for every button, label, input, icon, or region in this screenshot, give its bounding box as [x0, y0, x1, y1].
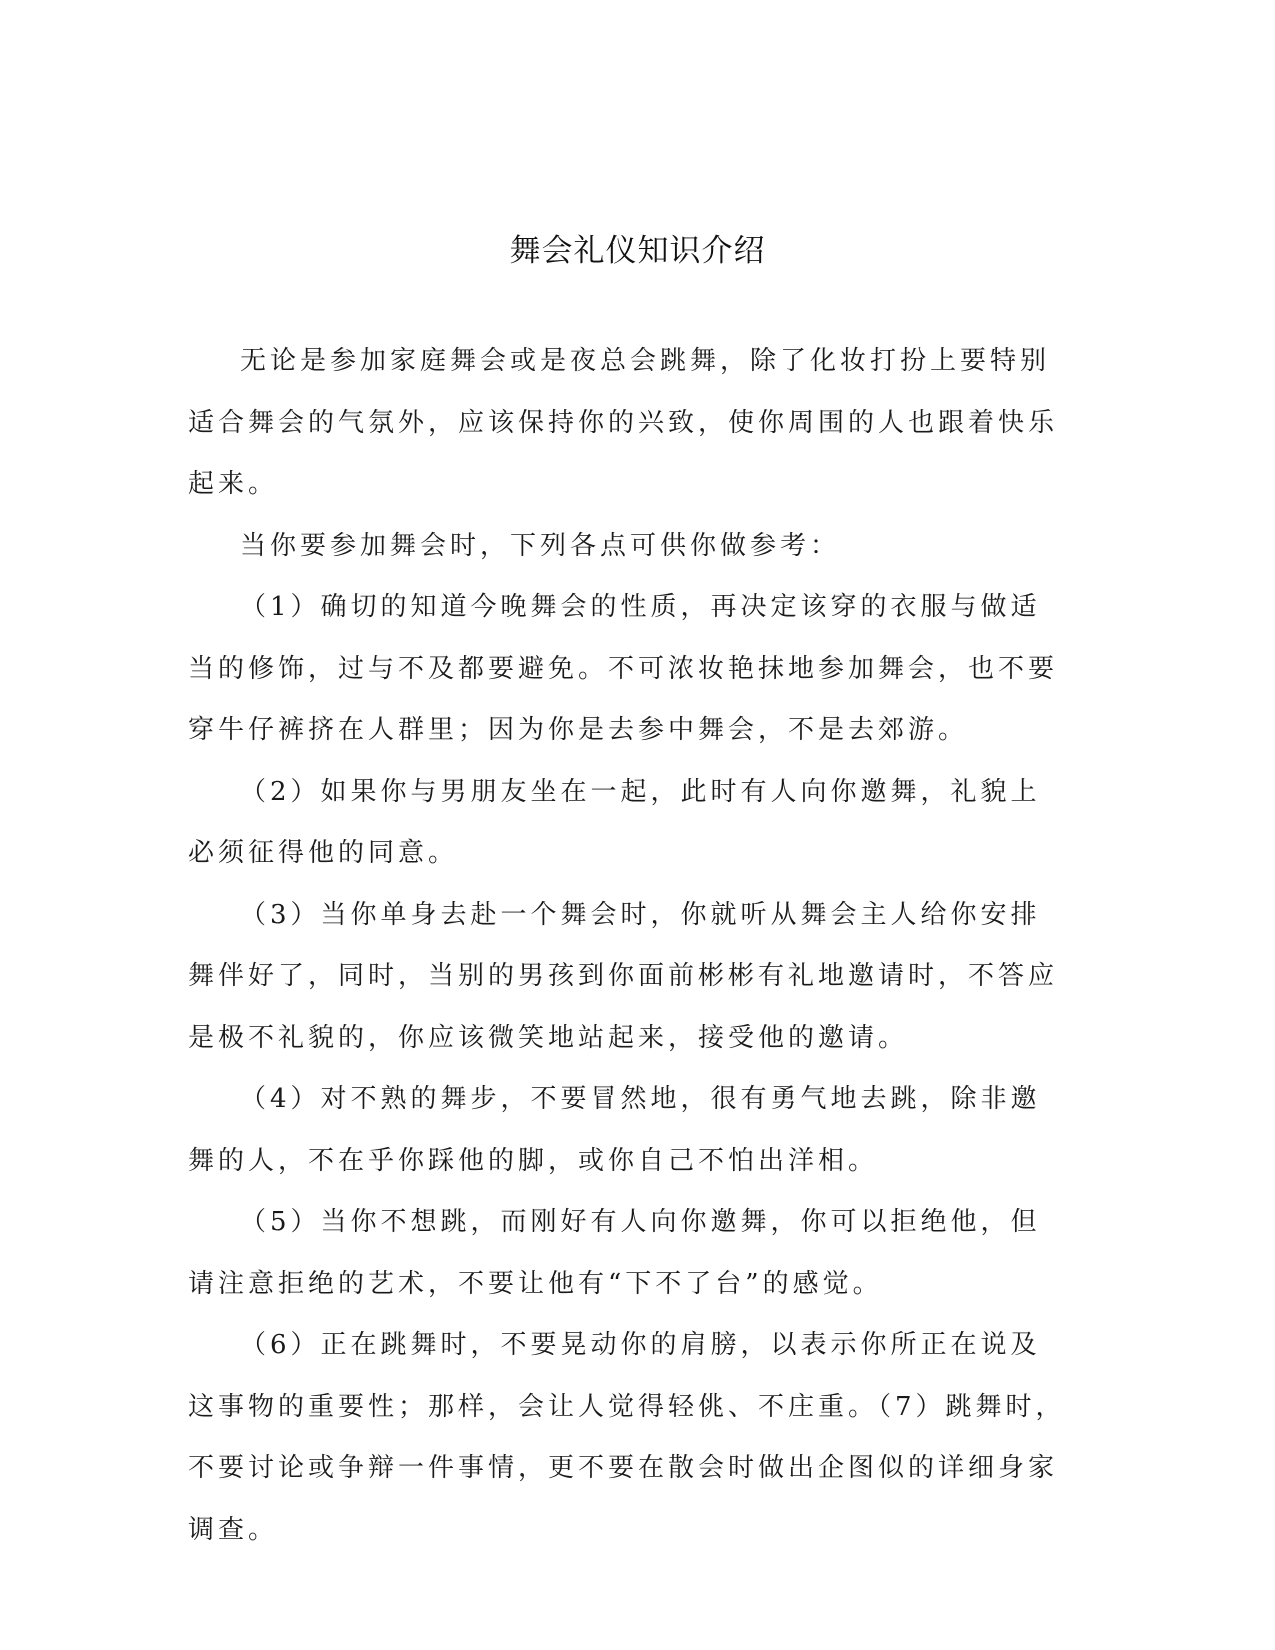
document-body [188, 331, 1068, 1561]
list-item-5: （5）当你不想跳，而刚好有人向你邀舞，你可以拒绝他，但请注意拒绝的艺术，不要让他有“下不了台”的感觉。 [188, 1207, 1041, 1299]
paragraph-lead-in: 当你要参加舞会时，下列各点可供你做参考： [240, 530, 841, 561]
list-item-6-7: （6）正在跳舞时，不要晃动你的肩膀，以表示你所正在说及这事物的重要性；那样，会让人觉得轻佻、不庄重。（7）跳舞时，不要讨论或争辩一件事情，更不要在散会时做出企图似的详细身家调查。 [188, 1330, 1066, 1545]
list-item-1: （1）确切的知道今晚舞会的性质，再决定该穿的衣服与做适当的修饰，过与不及都要避免。不可浓妆艳抹地参加舞会，也不要穿牛仔裤挤在人群里；因为你是去参中舞会，不是去郊游。 [188, 592, 1059, 745]
document-title: 舞会礼仪知识介绍 [509, 232, 766, 269]
paragraph-intro: 无论是参加家庭舞会或是夜总会跳舞，除了化妆打扮上要特别适合舞会的气氛外，应该保持你的兴致，使你周围的人也跟着快乐起来。 [188, 346, 1059, 499]
list-item-2: （2）如果你与男朋友坐在一起，此时有人向你邀舞，礼貌上必须征得他的同意。 [188, 776, 1041, 868]
list-item-3: （3）当你单身去赴一个舞会时，你就听从舞会主人给你安排舞伴好了，同时，当别的男孩到你面前彬彬有礼地邀请时，不答应是极不礼貌的，你应该微笑地站起来，接受他的邀请。 [188, 899, 1059, 1053]
list-item-4: （4）对不熟的舞步，不要冒然地，很有勇气地去跳，除非邀舞的人，不在乎你踩他的脚，或你自己不怕出洋相。 [188, 1084, 1041, 1176]
